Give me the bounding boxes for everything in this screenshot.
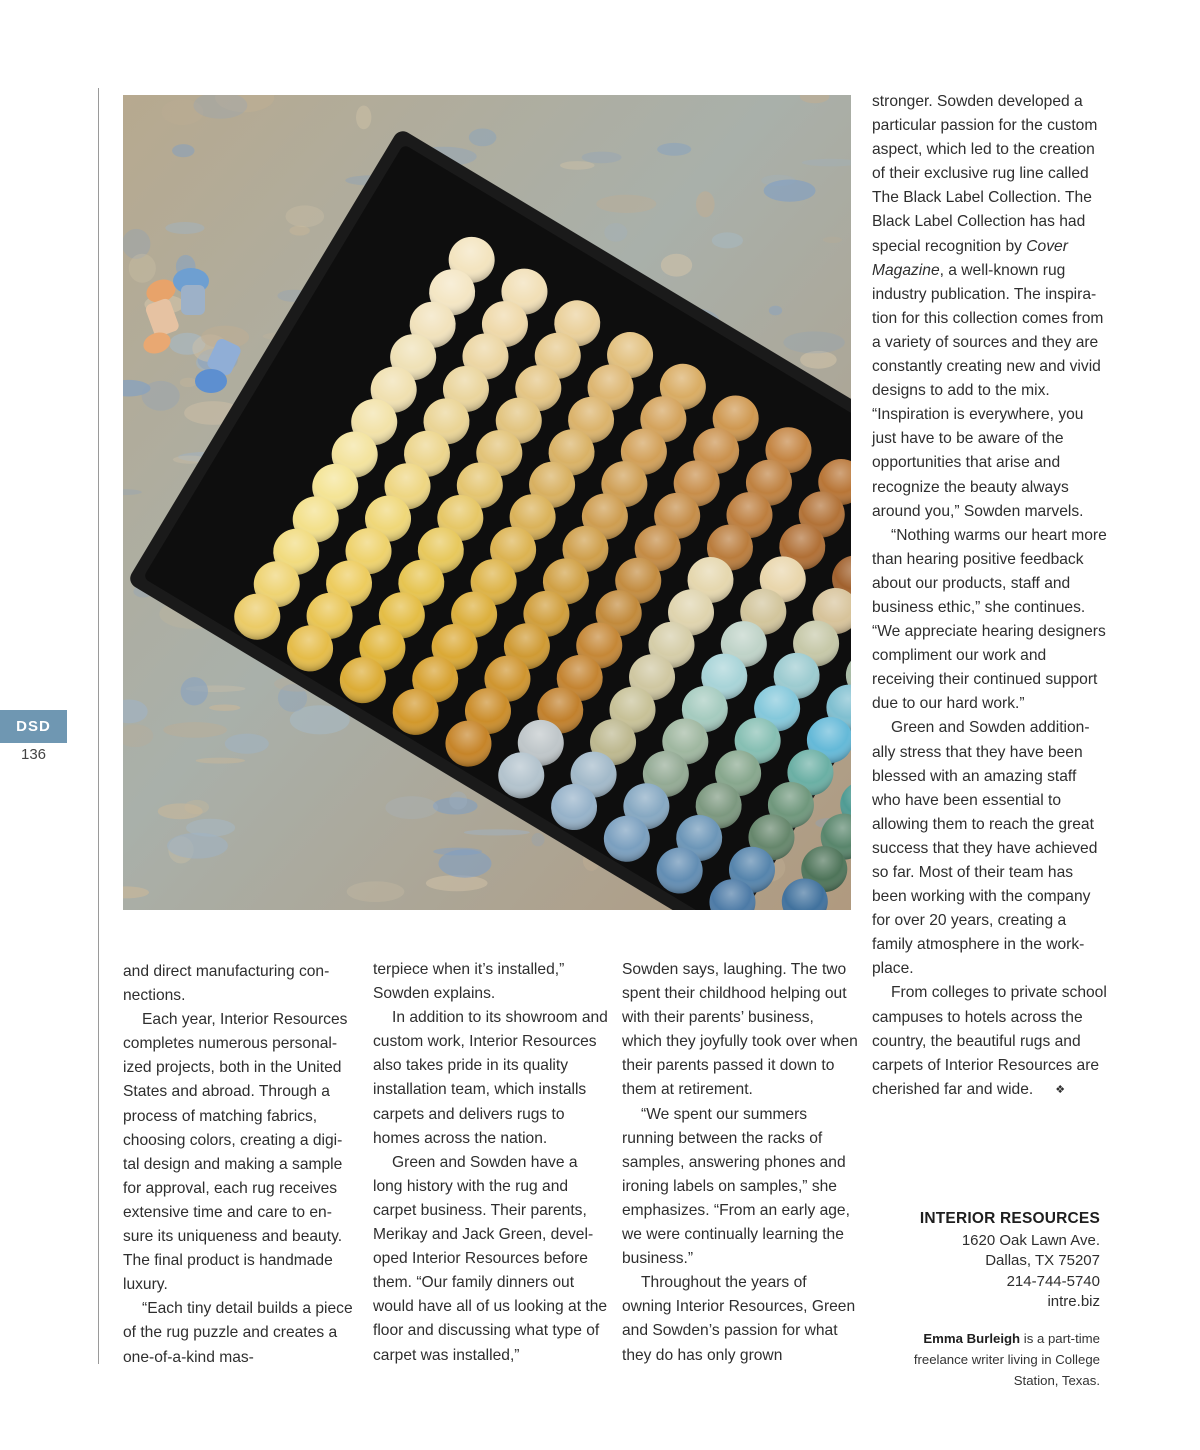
- rug-sample-photo: [123, 95, 851, 910]
- rug-texture-fleck: [657, 143, 691, 156]
- rug-texture-fleck: [181, 677, 208, 705]
- rug-texture-fleck: [165, 222, 204, 234]
- rug-texture-fleck: [163, 722, 227, 738]
- rug-texture-fleck: [469, 129, 497, 147]
- rug-texture-fleck: [172, 144, 194, 157]
- article-column-2: [373, 958, 609, 1368]
- rug-texture-fleck: [129, 254, 156, 283]
- rug-texture-fleck: [433, 848, 482, 856]
- col3-paragraph: “We spent our summers running between the racks of samples, answering phones and ironing labels on samples,” she emphasizes. “From an early age, we were continually learning the business.”: [622, 1105, 850, 1268]
- rug-texture-fleck: [356, 106, 371, 130]
- rug-texture-fleck: [604, 223, 627, 242]
- col1-paragraph: “Each tiny detail builds a piece of the rug puzzle and creates a one-of-a-kind mas-: [123, 1300, 353, 1366]
- author-name: Emma Burleigh: [923, 1331, 1021, 1346]
- col2-paragraph: Green and Sowden have a long history with the rug and carpet business. Their parents, Merikay and Jack Green, devel- oped Interior Resources before them. “Our family dinners out would have all of us looking at the floor and discussing what type of carpet was installed,”: [373, 1153, 608, 1364]
- business-phone: 214-744-5740: [1006, 1272, 1100, 1290]
- rug-texture-fleck: [426, 875, 488, 891]
- column-rule: [98, 88, 99, 1364]
- rug-texture-fleck: [167, 833, 228, 859]
- rug-texture-fleck: [769, 306, 782, 316]
- section-tab: DSD: [0, 710, 67, 743]
- rug-texture-fleck: [464, 829, 530, 835]
- author-bio: Emma Burleigh is a part-time freelance writer living in College Station, Texas.: [913, 1331, 1100, 1388]
- rug-texture-fleck: [661, 254, 692, 277]
- page-number: 136: [20, 746, 47, 763]
- rug-texture-fleck: [696, 191, 715, 217]
- article-column-4: [872, 90, 1108, 1102]
- article-column-1: [123, 960, 359, 1370]
- rug-texture-fleck: [286, 205, 325, 227]
- col4-paragraph: “Nothing warms our heart more than hearing positive feedback about our products, staff and business ethic,” she continues. “We appreciate hearing designers compliment our work and receiving their continued support due to our hard work.”: [872, 526, 1107, 713]
- rug-texture-fleck: [596, 195, 656, 213]
- rug-texture-fleck: [385, 796, 438, 819]
- rug-texture-fleck: [347, 881, 405, 902]
- business-website[interactable]: intre.biz: [1047, 1293, 1100, 1310]
- business-address: 1620 Oak Lawn Ave.: [961, 1231, 1100, 1249]
- rug-texture-fleck: [532, 833, 545, 846]
- rug-texture-fleck: [142, 381, 180, 411]
- rug-texture-fleck: [823, 237, 842, 243]
- rug-texture-fleck: [560, 161, 595, 170]
- rug-texture-fleck: [783, 331, 844, 353]
- col4-paragraph: From colleges to private school campuses to hotels across the country, the beautiful rugs and carpets of Interior Resources are cherished far and wide. ❖: [872, 981, 1108, 1102]
- business-name: INTERIOR RESOURCES: [919, 1210, 1100, 1227]
- article-column-3: [622, 958, 858, 1368]
- col4-paragraph: stronger. Sowden developed a particular passion for the custom aspect, which led to the creation of their exclusive rug line called The Black Label Collection. The Black Label Collection has had special recognition by Cover Magazine, a well-known rug industry publication. The inspira- tion for this collection comes from a variety of sources and they are constantly creating new and vivid designs to add to the mix. “Inspiration is everywhere, you just have to be aware of the opportunities that arise and recognize the beauty always around you,” Sowden marvels.: [872, 93, 1104, 520]
- rug-texture-fleck: [800, 351, 837, 369]
- rug-texture-fleck: [582, 152, 622, 164]
- rug-texture-fleck: [712, 232, 743, 248]
- col3-paragraph: Throughout the years of owning Interior Resources, Green and Sowden’s passion for what they do has only grown: [622, 1274, 856, 1364]
- col1-paragraph: and direct manufacturing con- nections.: [123, 963, 330, 1005]
- col2-paragraph: terpiece when it’s installed,” Sowden explains.: [373, 961, 565, 1003]
- rug-texture-fleck: [764, 180, 816, 202]
- magazine-title: Cover Magazine: [872, 237, 1068, 279]
- end-mark-icon: ❖: [1055, 1083, 1066, 1096]
- rug-texture-fleck: [184, 800, 209, 814]
- rug-texture-fleck: [180, 378, 197, 387]
- col2-paragraph: In addition to its showroom and custom work, Interior Resources also takes pride in its quality installation team, which installs carpets and delivers rugs to homes across the nation.: [373, 1009, 608, 1147]
- rug-texture-fleck: [225, 734, 269, 754]
- col4-paragraph: Green and Sowden addition- ally stress that they have been blessed with an amazing staff who have been essential to allowing them to reach the great success that they have achieved so far. Most of their team has been working with the company for over 20 years, creating a family atmosphere in the work- place.: [872, 719, 1098, 978]
- col3-paragraph: Sowden says, laughing. The two spent their childhood helping out with their parents’ business, which they joyfully took over when their parents passed it down to them at retirement.: [622, 961, 858, 1099]
- business-info: [920, 1209, 1100, 1313]
- col1-paragraph: Each year, Interior Resources completes numerous personal- ized projects, both in the United States and abroad. Through a process of matching fabrics, choosing colors, creating a digi- tal design and making a sample for approval, each rug receives extensive time and care to en- sure its uniqueness and beauty. The final product is handmade luxury.: [123, 1011, 348, 1294]
- rug-texture-fleck: [449, 792, 467, 810]
- business-city: Dallas, TX 75207: [985, 1252, 1100, 1269]
- rug-texture-fleck: [209, 705, 240, 711]
- rug-texture-fleck: [196, 758, 245, 764]
